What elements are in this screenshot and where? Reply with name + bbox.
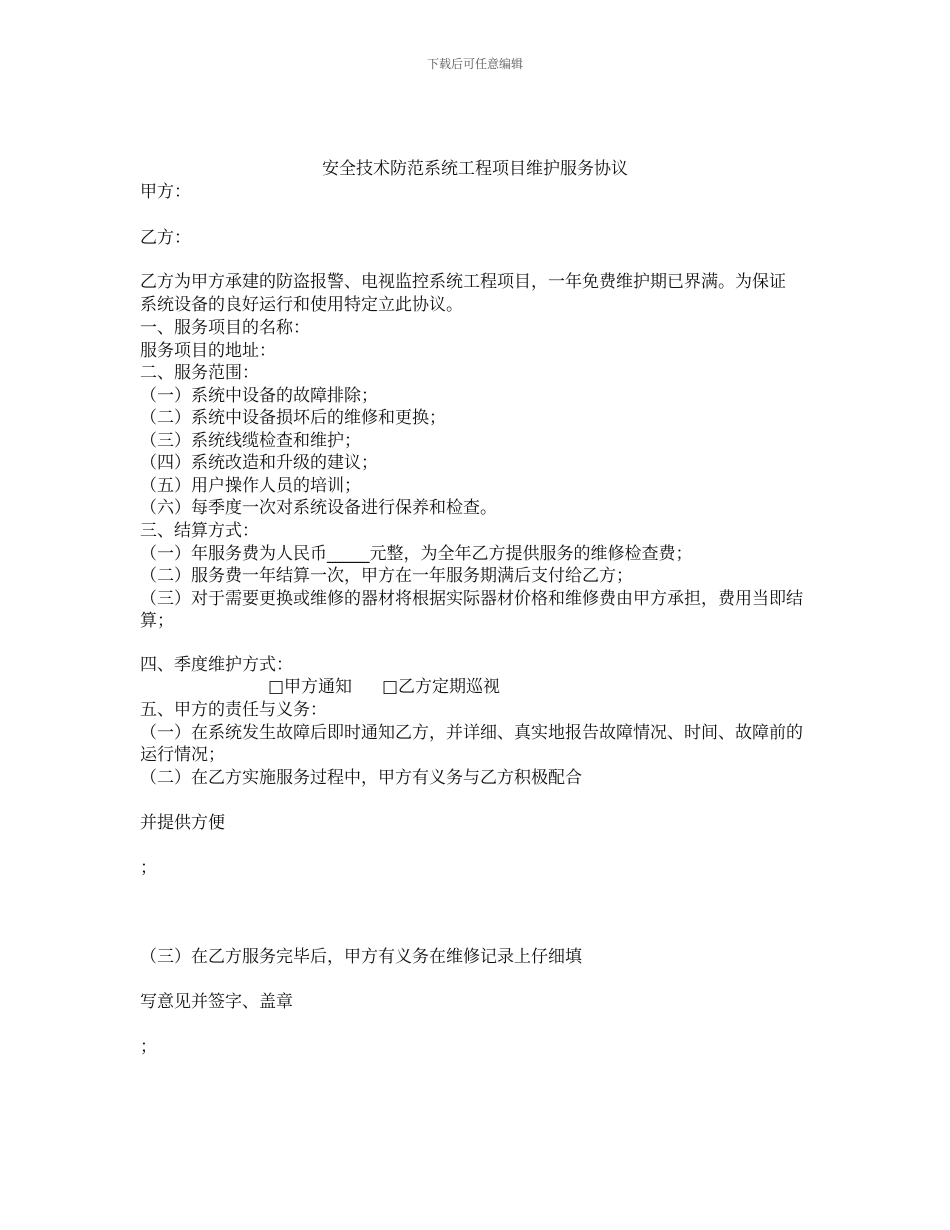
- party-a-label: 甲方：: [140, 182, 191, 202]
- duty-item-2-line-3: ；: [140, 858, 157, 878]
- service-name-label: 一、服务项目的名称：: [140, 318, 310, 338]
- duty-item-3-line-3: ；: [140, 1037, 157, 1057]
- payment-item: （二）服务费一年结算一次，甲方在一年服务期满后支付给乙方；: [140, 566, 633, 586]
- duty-item-3-line-2: 写意见并签字、盖章: [140, 992, 293, 1012]
- payment-item: （三）对于需要更换或维修的器材将根据实际器材价格和维修费由甲方承担，费用当即结: [140, 589, 803, 609]
- duty-item-2-line-1: （二）在乙方实施服务过程中，甲方有义务与乙方积极配合: [140, 768, 582, 788]
- header-note: 下载后可任意编辑: [426, 57, 523, 71]
- scope-item: （五）用户操作人员的培训；: [140, 476, 361, 496]
- duty-item-1-line-2: 运行情况；: [140, 745, 225, 765]
- document-title: 安全技术防范系统工程项目维护服务协议: [322, 159, 628, 179]
- payment-item-continued: 算；: [140, 611, 174, 631]
- section-scope-heading: 二、服务范围：: [140, 363, 259, 383]
- option-party-b-patrol[interactable]: □乙方定期巡视: [382, 677, 501, 697]
- party-b-label: 乙方：: [140, 228, 191, 248]
- scope-item: （四）系统改造和升级的建议；: [140, 453, 378, 473]
- section-party-a-duties-heading: 五、甲方的责任与义务：: [140, 700, 327, 720]
- section-maintenance-heading: 四、季度维护方式：: [140, 655, 293, 675]
- section-payment-heading: 三、结算方式：: [140, 521, 259, 541]
- intro-line-2: 系统设备的良好运行和使用特定立此协议。: [140, 295, 463, 315]
- duty-item-3-line-1: （三）在乙方服务完毕后，甲方有义务在维修记录上仔细填: [140, 947, 582, 967]
- service-address-label: 服务项目的地址：: [140, 341, 276, 361]
- duty-item-2-line-2: 并提供方便: [140, 813, 225, 833]
- payment-item: （一）年服务费为人民币_____元整，为全年乙方提供服务的维修检查费；: [140, 544, 693, 564]
- scope-item: （一）系统中设备的故障排除；: [140, 386, 378, 406]
- option-party-a-notify[interactable]: □甲方通知: [268, 677, 353, 697]
- scope-item: （六）每季度一次对系统设备进行保养和检查。: [140, 498, 497, 518]
- scope-item: （二）系统中设备损坏后的维修和更换；: [140, 408, 446, 428]
- duty-item-1-line-1: （一）在系统发生故障后即时通知乙方，并详细、真实地报告故障情况、时间、故障前的: [140, 723, 803, 743]
- scope-item: （三）系统线缆检查和维护；: [140, 431, 361, 451]
- intro-line-1: 乙方为甲方承建的防盗报警、电视监控系统工程项目，一年免费维护期已界满。为保证: [140, 272, 786, 292]
